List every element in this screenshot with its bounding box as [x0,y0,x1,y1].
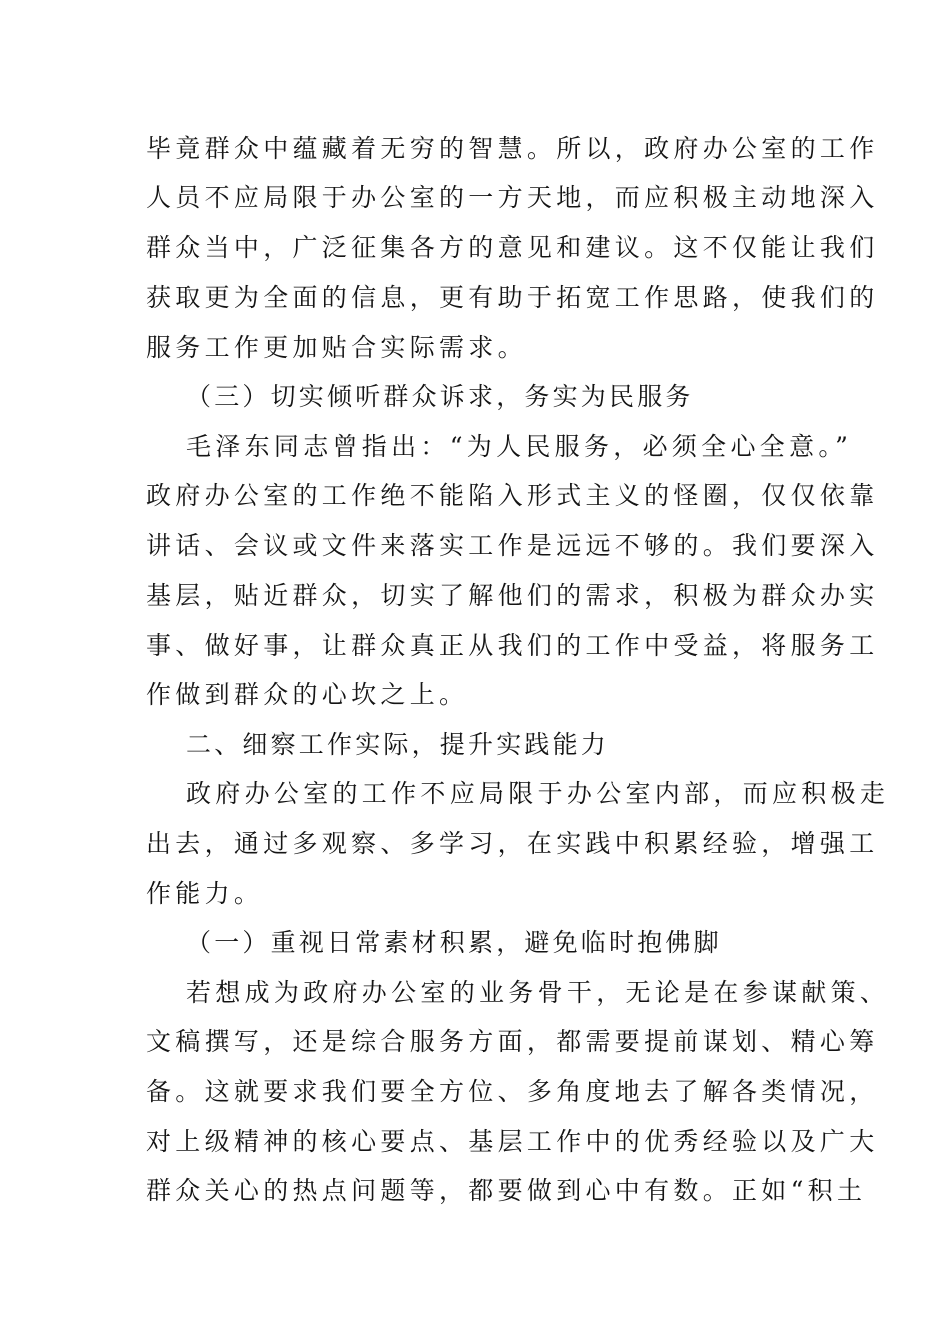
paragraph-line: 备。这就要求我们要全方位、多角度地去了解各类情况， [146,1077,879,1106]
paragraph-line: 人员不应局限于办公室的一方天地，而应积极主动地深入 [146,183,879,212]
paragraph-line: 群众关心的热点问题等，都要做到心中有数。正如“积土 [146,1176,867,1205]
paragraph-line: 文稿撰写，还是综合服务方面，都需要提前谋划、精心筹 [146,1027,879,1056]
paragraph-line: 服务工作更加贴合实际需求。 [146,333,527,362]
paragraph-line: 获取更为全面的信息，更有助于拓宽工作思路，使我们的 [146,283,879,312]
paragraph-line: 事、做好事，让群众真正从我们的工作中受益，将服务工 [146,631,879,660]
section-heading: （三）切实倾听群众诉求，务实为民服务 [186,382,694,411]
paragraph-line: 政府办公室的工作绝不能陷入形式主义的怪圈，仅仅依靠 [146,481,879,510]
paragraph-line: 基层，贴近群众，切实了解他们的需求，积极为群众办实 [146,581,879,610]
paragraph-line: 政府办公室的工作不应局限于办公室内部，而应积极走 [186,779,890,808]
section-heading: 二、细察工作实际，提升实践能力 [186,730,610,759]
paragraph-line: 群众当中，广泛征集各方的意见和建议。这不仅能让我们 [146,233,879,262]
paragraph-line: 出去，通过多观察、多学习，在实践中积累经验，增强工 [146,829,879,858]
paragraph-line: 对上级精神的核心要点、基层工作中的优秀经验以及广大 [146,1127,879,1156]
paragraph-line: 毛泽东同志曾指出：“为人民服务，必须全心全意。” [186,432,853,461]
paragraph-line: 作能力。 [146,879,264,908]
paragraph-line: 若想成为政府办公室的业务骨干，无论是在参谋献策、 [186,978,890,1007]
paragraph-line: 讲话、会议或文件来落实工作是远远不够的。我们要深入 [146,531,879,560]
paragraph-line: 作做到群众的心坎之上。 [146,680,469,709]
paragraph-line: 毕竟群众中蕴藏着无穷的智慧。所以，政府办公室的工作 [146,134,879,163]
section-heading: （一）重视日常素材积累，避免临时抱佛脚 [186,928,722,957]
